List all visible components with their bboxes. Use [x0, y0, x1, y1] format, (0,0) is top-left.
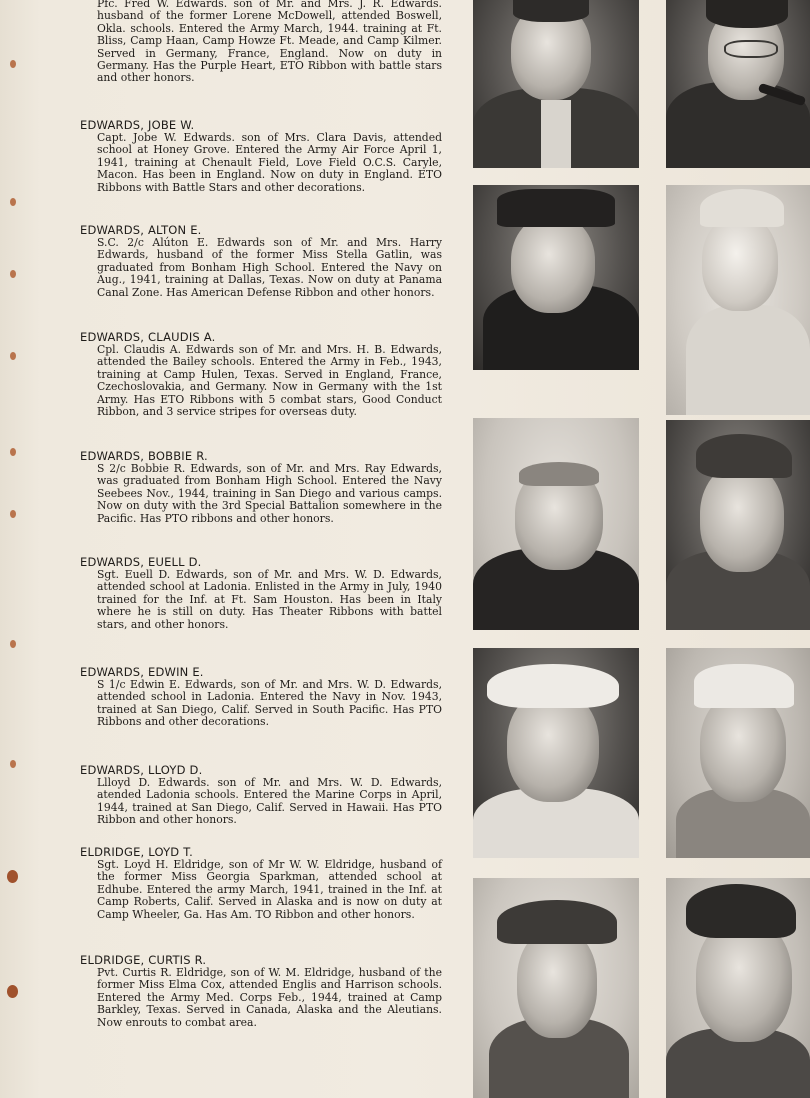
- portrait-photo: [473, 878, 639, 1098]
- biography-name: EDWARDS, EUELL D.: [80, 555, 202, 569]
- biography-text: S 2/c Bobbie R. Edwards, son of Mr. and Mrs. Ray Edwards, was graduated from Bonham High School. Entered the Navy Seebees Nov., 1944, training in San Diego and various camps. Now on duty with the 3rd Special Battalion somewhere in the Pacific. Has PTO ribbons and other honors.: [97, 462, 442, 525]
- biography-text: S 1/c Edwin E. Edwards, son of Mr. and Mrs. W. D. Edwards, attended school in Ladonia. Entered the Navy in Nov. 1943, trained at San Diego, Calif. Served in South Pacific. Has PTO Ribbons and other decorations.: [97, 678, 442, 729]
- portrait-photo: [666, 0, 810, 168]
- portrait-photo: [473, 185, 639, 370]
- binder-mark: [10, 352, 16, 360]
- portrait-photo: [666, 648, 810, 858]
- biography-text: Pvt. Curtis R. Eldridge, son of W. M. Eldridge, husband of the former Miss Elma Cox, attended Englis and Harrison schools. Entered the Army Med. Corps Feb., 1944, trained at Camp Barkley, Texas. Served in Canada, Alaska and the Aleutians. Now enrouts to combat area.: [97, 966, 442, 1029]
- biography-text: Capt. Jobe W. Edwards. son of Mrs. Clara Davis, attended school at Honey Grove. Entered the Army Air Force April 1, 1941, training at Chenault Field, Love Field O.C.S. Caryle, Macon. Has been in England. Now on duty in England. ETO Ribbons with Battle Stars and other decorations.: [97, 131, 442, 194]
- collar-shape: [541, 100, 571, 168]
- hair-shape: [513, 0, 589, 22]
- biography-text: Cpl. Claudis A. Edwards son of Mr. and Mrs. H. B. Edwards, attended the Bailey schools. Entered the Army in Feb., 1943, training at Camp Hulen, Texas. Served in England, France, Czechoslovakia, and Germany. Now in Germany with the 1st Army. Has ETO Ribbons with 5 combat stars, Good Conduct Ribbon, and 3 service stripes for overseas duty.: [97, 343, 442, 419]
- binder-mark: [10, 60, 16, 68]
- biography-name: EDWARDS, ALTON E.: [80, 223, 202, 237]
- binder-mark: [10, 198, 16, 206]
- binder-mark: [10, 640, 16, 648]
- glasses-shape: [724, 40, 778, 58]
- hair-shape: [706, 0, 788, 28]
- biography-text: Sgt. Euell D. Edwards, son of Mr. and Mrs. W. D. Edwards, attended school at Ladonia. Enlisted in the Army in July, 1940 trained for the Inf. at Ft. Sam Houston. Has been in Italy where he is still on duty. Has Theater Ribbons with battel stars, and other honors.: [97, 568, 442, 631]
- biography-text: Llloyd D. Edwards. son of Mr. and Mrs. W. D. Edwards, atended Ladonia schools. Entered the Marine Corps in April, 1944, trained at San Diego, Calif. Served in Hawaii. Has PTO Ribbon and other honors.: [97, 776, 442, 827]
- biography-text: Pfc. Fred W. Edwards. son of Mr. and Mrs. J. R. Edwards. husband of the former Lorene McDowell, attended Boswell, Okla. schools. Entered the Army March, 1944. training at Ft. Bliss, Camp Haan, Camp Howze Ft. Meade, and Camp Kilmer. Served in Germany, France, England. Now on duty in Germany. Has the Purple Heart, ETO Ribbon with battle stars and other honors.: [97, 0, 442, 85]
- portrait-photo: [666, 185, 810, 415]
- cap-shape: [694, 664, 794, 708]
- biography-name: EDWARDS, BOBBIE R.: [80, 449, 208, 463]
- face-shape: [511, 215, 595, 313]
- cap-shape: [696, 434, 792, 478]
- biography-entry: [80, 224, 442, 299]
- biography-name: EDWARDS, CLAUDIS A.: [80, 330, 216, 344]
- hair-shape: [519, 462, 599, 486]
- portrait-photo: [473, 0, 639, 168]
- portrait-photo: [473, 418, 639, 630]
- biography-name: ELDRIDGE, CURTIS R.: [80, 953, 207, 967]
- biography-text: Sgt. Loyd H. Eldridge, son of Mr W. W. Eldridge, husband of the former Miss Georgia Sparkman, attended school at Edhube. Entered the army March, 1941, trained in the Inf. at Camp Roberts, Calif. Served in Alaska and is now on duty at Camp Wheeler, Ga. Has Am. TO Ribbon and other honors.: [97, 858, 442, 921]
- uniform-shape: [686, 305, 810, 415]
- biography-entry: [80, 450, 442, 525]
- binder-mark: [10, 760, 16, 768]
- biography-entry: [80, 119, 442, 194]
- biography-name: EDWARDS, JOBE W.: [80, 118, 195, 132]
- face-shape: [700, 464, 784, 572]
- biography-entry: [80, 666, 442, 729]
- biography-text: S.C. 2/c Alúton E. Edwards son of Mr. and Mrs. Harry Edwards, husband of the former Miss Stella Gatlin, was graduated from Bonham High School. Entered the Navy on Aug., 1941, training at Dallas, Texas. Now on duty at Panama Canal Zone. Has American Defense Ribbon and other honors.: [97, 236, 442, 299]
- biography-entry: [80, 846, 442, 921]
- portrait-photo: [666, 878, 810, 1098]
- binder-mark: [10, 448, 16, 456]
- cap-shape: [700, 189, 784, 227]
- biography-entry: [80, 0, 442, 85]
- face-shape: [700, 692, 786, 802]
- portrait-photo: [473, 648, 639, 858]
- binder-mark: [7, 985, 18, 998]
- binder-mark: [10, 270, 16, 278]
- portrait-photo: [666, 420, 810, 630]
- face-shape: [702, 215, 778, 311]
- biography-entry: [80, 331, 442, 418]
- biography-name: ELDRIDGE, LOYD T.: [80, 845, 193, 859]
- cap-shape: [497, 900, 617, 944]
- biography-name: EDWARDS, EDWIN E.: [80, 665, 204, 679]
- face-shape: [517, 928, 597, 1038]
- cap-shape: [487, 664, 619, 708]
- biography-name: EDWARDS, LLOYD D.: [80, 763, 203, 777]
- biography-entry: [80, 954, 442, 1029]
- biography-entry: [80, 764, 442, 827]
- cap-shape: [686, 884, 796, 938]
- binder-mark: [10, 510, 16, 518]
- biography-entry: [80, 556, 442, 631]
- cap-shape: [497, 189, 615, 227]
- binder-mark: [7, 870, 18, 883]
